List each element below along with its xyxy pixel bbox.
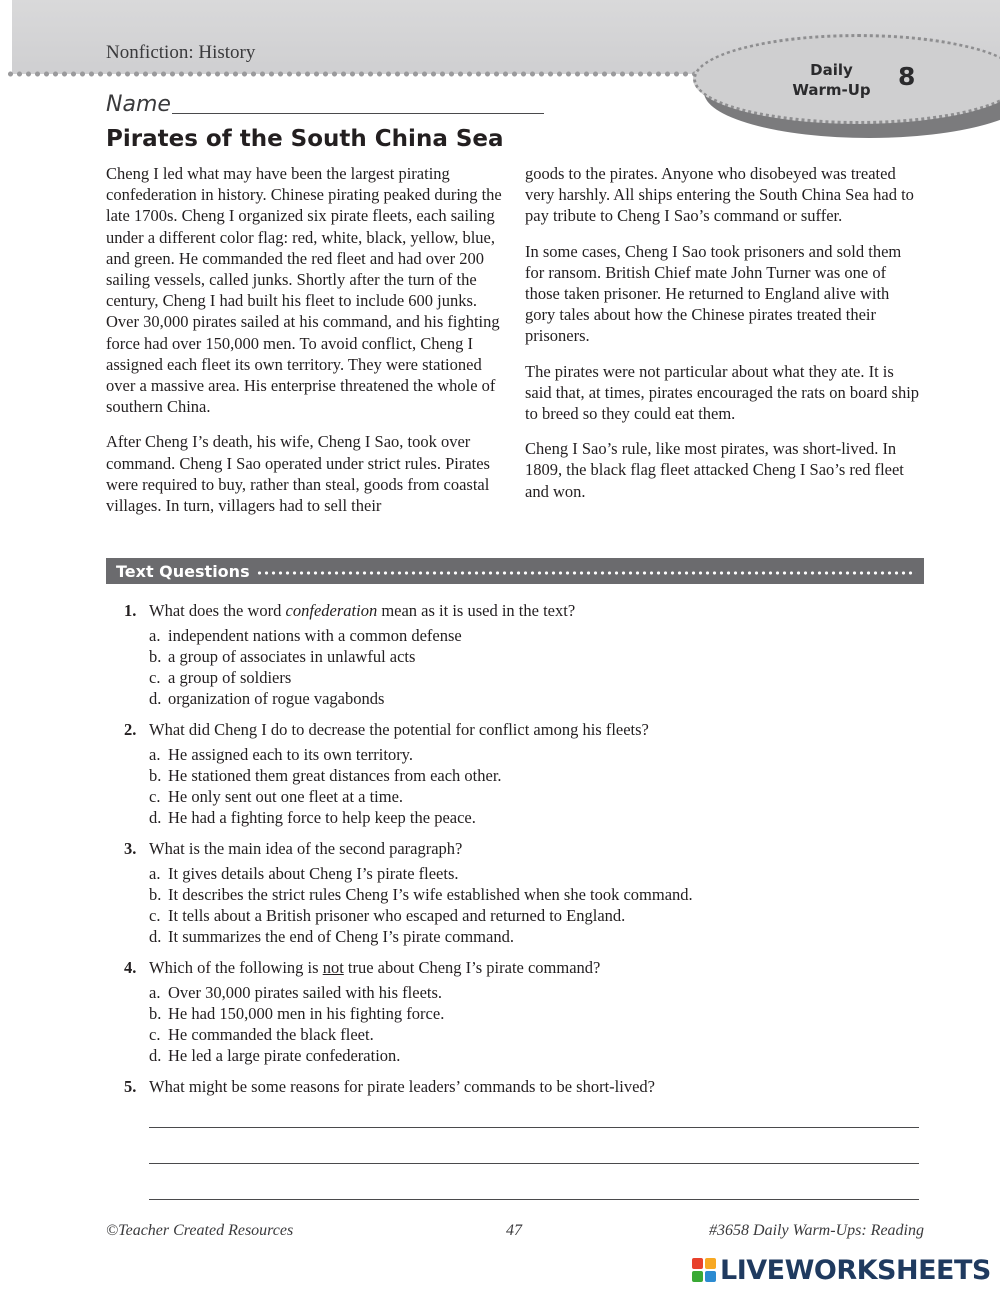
section-label: Nonfiction: History (106, 42, 256, 63)
option-text: a group of soldiers (168, 668, 292, 687)
logo-tile (705, 1258, 716, 1269)
question-4 (124, 957, 924, 1066)
answer-line[interactable] (149, 1112, 919, 1128)
liveworksheets-logo-icon (692, 1258, 716, 1282)
question-text: mean as it is used in the text? (377, 601, 576, 620)
option-letter: c. (149, 906, 161, 925)
option-text: He led a large pirate confederation. (168, 1046, 401, 1065)
passage-left-column (106, 163, 504, 530)
question-text: true about Cheng I’s pirate command? (343, 958, 601, 977)
option-letter: b. (149, 647, 162, 666)
option-text: He only sent out one fleet at a time. (168, 787, 404, 806)
answer-options (149, 744, 924, 828)
text-questions-header (106, 558, 924, 584)
passage-paragraph: Cheng I Sao’s rule, like most pirates, was short-lived. In 1809, the black flag fleet attacked Cheng I Sao’s red fleet and won. (525, 439, 904, 501)
passage-paragraph: The pirates were not particular about what they ate. It is said that, at times, pirates encouraged the rats on board ship to breed so they could eat them. (525, 361, 920, 424)
badge-title: Daily Warm-Up (792, 61, 871, 99)
name-label: Name (106, 92, 171, 117)
option-letter: a. (149, 864, 161, 883)
answer-option[interactable] (149, 765, 924, 786)
answer-option[interactable] (149, 1045, 924, 1066)
answer-option[interactable] (149, 905, 924, 926)
question-stem (124, 600, 924, 622)
option-letter: b. (149, 766, 162, 785)
answer-options (149, 863, 924, 947)
answer-option[interactable] (149, 926, 924, 947)
answer-options (149, 625, 924, 709)
question-number: 3. (124, 839, 137, 858)
question-number: 2. (124, 720, 137, 739)
passage-right-column (525, 163, 923, 516)
question-text: Which of the following is (149, 958, 323, 977)
text-questions-dots (256, 570, 916, 576)
question-text: What does the word (149, 601, 286, 620)
question-number: 4. (124, 958, 137, 977)
passage-paragraph: Cheng I led what may have been the largest pirating confederation in history. Chinese pirating peaked during the late 1700s. Cheng I organized six pirate fleets, each sailing under a different color flag: red, white, black, yellow, blue, and green. He commanded the red fleet and had over 200 sailing vessels, called junks. Shortly after the turn of the century, Cheng I had built his fleet to include 600 junks. Over 30,000 pirates sailed at his command, and his fighting force had over 150,000 men. To avoid conflict, Cheng I assigned each fleet its own territory. They were stationed over a massive area. His enterprise threatened the whole of southern China. (106, 164, 502, 417)
passage-paragraph: After Cheng I’s death, his wife, Cheng I Sao, took over command. Cheng I Sao operated under strict rules. Pirates were required to buy, rather than steal, goods from coastal villages. In turn, villagers had to sell their (106, 432, 490, 516)
page-title: Pirates of the South China Sea (106, 126, 504, 152)
liveworksheets-logo-text: LIVEWORKSHEETS (720, 1254, 991, 1286)
passage-paragraph: goods to the pirates. Anyone who disobeyed was treated very harshly. All ships entering the South China Sea had to pay tribute to Cheng I Sao’s command or suffer. (525, 164, 914, 226)
option-text: Over 30,000 pirates sailed with his fleets. (168, 983, 443, 1002)
option-text: It tells about a British prisoner who escaped and returned to England. (168, 906, 626, 925)
liveworksheets-logo (692, 1255, 992, 1285)
option-letter: a. (149, 983, 161, 1002)
answer-option[interactable] (149, 688, 924, 709)
option-text: It gives details about Cheng I’s pirate fleets. (168, 864, 459, 883)
answer-option[interactable] (149, 807, 924, 828)
logo-tile (705, 1271, 716, 1282)
answer-option[interactable] (149, 863, 924, 884)
answer-option[interactable] (149, 667, 924, 688)
logo-tile (692, 1271, 703, 1282)
option-letter: b. (149, 1004, 162, 1023)
answer-line[interactable] (149, 1148, 919, 1164)
option-text: organization of rogue vagabonds (168, 689, 385, 708)
question-text: What is the main idea of the second paragraph? (149, 839, 463, 858)
question-stem (124, 957, 924, 979)
option-letter: d. (149, 1046, 162, 1065)
option-text: It summarizes the end of Cheng I’s pirate command. (168, 927, 514, 946)
question-emphasis: confederation (285, 601, 378, 620)
option-text: a group of associates in unlawful acts (168, 647, 416, 666)
answer-option[interactable] (149, 744, 924, 765)
option-letter: d. (149, 808, 162, 827)
question-stem (124, 1076, 924, 1098)
question-text: What might be some reasons for pirate leaders’ commands to be short-lived? (149, 1077, 655, 1096)
answer-option[interactable] (149, 1003, 924, 1024)
option-text: He stationed them great distances from each other. (168, 766, 502, 785)
answer-option[interactable] (149, 884, 924, 905)
answer-lines (149, 1112, 919, 1220)
question-stem (124, 838, 924, 860)
question-5 (124, 1076, 924, 1098)
footer-page-number: 47 (506, 1222, 522, 1239)
question-emphasis: not (322, 958, 344, 977)
option-letter: c. (149, 668, 161, 687)
option-letter: b. (149, 885, 162, 904)
question-1 (124, 600, 924, 709)
answer-option[interactable] (149, 786, 924, 807)
footer-book-title: #3658 Daily Warm-Ups: Reading (709, 1222, 924, 1239)
question-stem (124, 719, 924, 741)
question-3 (124, 838, 924, 947)
option-letter: a. (149, 626, 161, 645)
answer-option[interactable] (149, 625, 924, 646)
question-number: 5. (124, 1077, 137, 1096)
option-letter: c. (149, 1025, 161, 1044)
option-letter: d. (149, 689, 162, 708)
question-text: What did Cheng I do to decrease the potential for conflict among his fleets? (149, 720, 649, 739)
option-letter: c. (149, 787, 161, 806)
option-text: He commanded the black fleet. (168, 1025, 374, 1044)
header-dotted-rule (6, 70, 706, 78)
option-text: independent nations with a common defense (168, 626, 462, 645)
answer-option[interactable] (149, 646, 924, 667)
footer-copyright: ©Teacher Created Resources (106, 1222, 294, 1239)
logo-tile (692, 1258, 703, 1269)
answer-options (149, 982, 924, 1066)
option-text: It describes the strict rules Cheng I’s wife established when she took command. (168, 885, 693, 904)
option-text: He assigned each to its own territory. (168, 745, 413, 764)
option-text: He had 150,000 men in his fighting force. (168, 1004, 445, 1023)
questions-list (124, 600, 924, 1108)
question-number: 1. (124, 601, 137, 620)
passage-paragraph: In some cases, Cheng I Sao took prisoners and sold them for ransom. British Chief mate John Turner was one of those taken prisoner. He returned to England alive with gory tales about how the Chinese pirates treated their prisoners. (525, 241, 902, 346)
name-input-line[interactable] (172, 113, 544, 114)
text-questions-label: Text Questions (116, 561, 250, 581)
badge-number: 8 (898, 62, 916, 91)
option-text: He had a fighting force to help keep the peace. (168, 808, 476, 827)
answer-option[interactable] (149, 1024, 924, 1045)
question-2 (124, 719, 924, 828)
option-letter: d. (149, 927, 162, 946)
answer-option[interactable] (149, 982, 924, 1003)
option-letter: a. (149, 745, 161, 764)
answer-line[interactable] (149, 1184, 919, 1200)
